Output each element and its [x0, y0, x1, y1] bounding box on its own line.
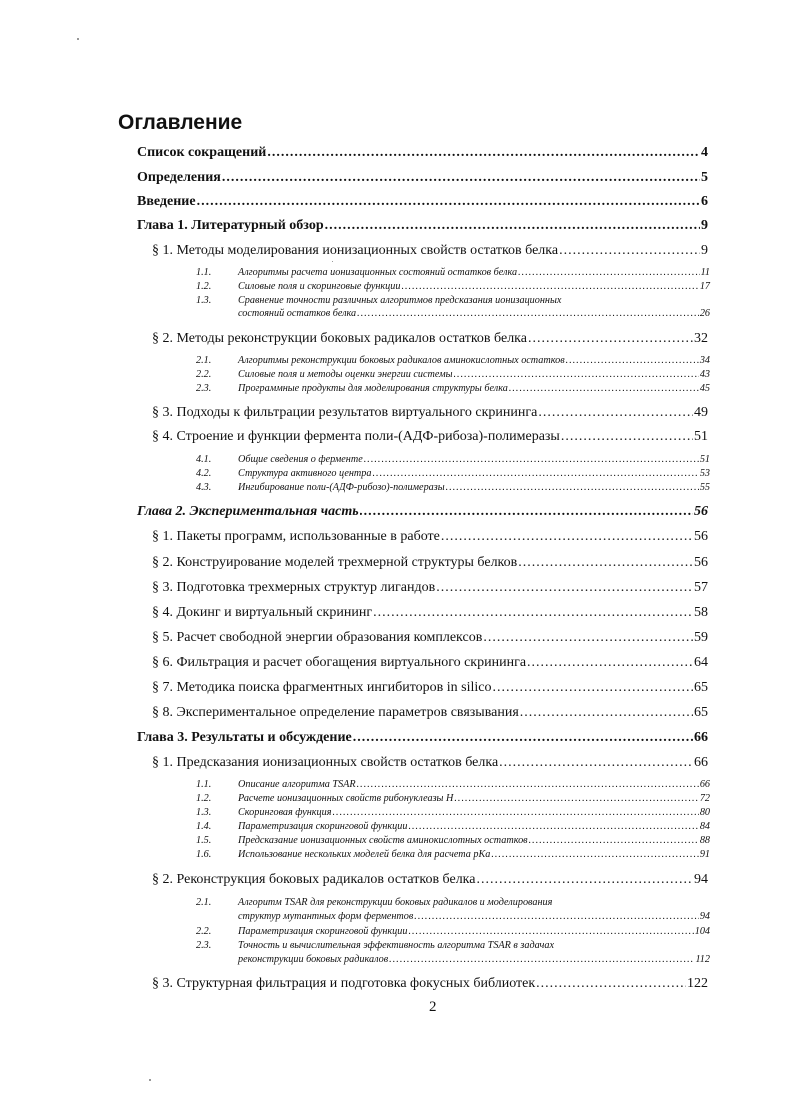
dot-leader: [436, 580, 693, 596]
toc-section-1-4[interactable]: [152, 429, 708, 445]
dot-leader: [529, 835, 699, 846]
toc-entry-label-continuation: состояний остатков белка: [238, 308, 357, 319]
toc-entry-label[interactable]: Точность и вычислительная эффективность алгоритма TSAR в задачах: [238, 940, 555, 951]
toc-entry-page: 65: [694, 680, 708, 695]
toc-entry-page: 56: [694, 555, 708, 570]
toc-subsection[interactable]: [196, 383, 710, 394]
page-title: Оглавление: [118, 111, 243, 134]
toc-subsection-number: 4.1.: [196, 454, 212, 465]
scan-speck: [77, 38, 79, 40]
toc-section-2-1[interactable]: [152, 529, 708, 545]
toc-entry-page: 94: [699, 911, 710, 922]
toc-entry-label: § 2. Конструирование моделей трехмерной структуры белков: [152, 555, 518, 570]
dot-leader: [357, 779, 699, 790]
dot-leader: [559, 243, 700, 259]
toc-subsection[interactable]: [196, 482, 710, 493]
toc-section-2-3[interactable]: [152, 580, 708, 596]
toc-section-2-6[interactable]: [152, 655, 708, 671]
toc-entry-page: 64: [694, 655, 708, 670]
dot-leader: [267, 145, 700, 161]
toc-entry-page: 88: [699, 835, 710, 846]
toc-subsection[interactable]: [196, 454, 710, 465]
toc-entry-page: 80: [699, 807, 710, 818]
toc-subsection[interactable]: [196, 835, 710, 846]
toc-entry-label: Использование нескольких моделей белка для расчета pKa: [238, 849, 491, 860]
toc-entry-label: Силовые поля и методы оценки энергии системы: [238, 369, 453, 380]
toc-subsection-number: 2.1.: [196, 897, 212, 908]
toc-subsection[interactable]: [196, 849, 710, 860]
dot-leader: [353, 730, 693, 746]
toc-section-2-8[interactable]: [152, 705, 708, 721]
dot-leader: [499, 755, 693, 771]
toc-entry-label: § 8. Экспериментальное определение параметров связывания: [152, 705, 519, 720]
toc-entry-label[interactable]: Сравнение точности различных алгоритмов предсказания ионизационных: [238, 295, 562, 306]
toc-entry-page: 112: [695, 954, 710, 965]
toc-subsection[interactable]: [196, 926, 710, 937]
dot-leader: [372, 468, 698, 479]
toc-entry-label: Расчете ионизационных свойств рибонуклеазы Н: [238, 793, 454, 804]
toc-subsection-continuation[interactable]: [238, 308, 710, 319]
dot-leader: [222, 170, 700, 186]
toc-section-2-4[interactable]: [152, 605, 708, 621]
toc-subsection[interactable]: [196, 355, 710, 366]
toc-entry-page: 65: [694, 705, 708, 720]
dot-leader: [197, 194, 700, 210]
dot-leader: [401, 281, 698, 292]
toc-entry-page: 43: [699, 369, 710, 380]
toc-entry-page: 72: [699, 793, 710, 804]
toc-subsection[interactable]: [196, 267, 710, 278]
dot-leader: [373, 605, 693, 621]
toc-entry-page: 66: [699, 779, 710, 790]
dot-leader: [357, 308, 699, 319]
toc-entry-abbreviations[interactable]: [137, 145, 708, 161]
scan-speck: [149, 1079, 151, 1081]
toc-chapter-3[interactable]: [137, 730, 708, 746]
toc-entry-label: Предсказание ионизационных свойств аминокислотных остатков: [238, 835, 528, 846]
toc-entry-label: § 2. Методы реконструкции боковых радикалов остатков белка: [152, 331, 527, 346]
toc-subsection-continuation[interactable]: [238, 911, 710, 922]
dot-leader: [446, 482, 699, 493]
toc-subsection-number: 1.3.: [196, 295, 212, 306]
dot-leader: [520, 705, 693, 721]
dot-leader: [509, 383, 699, 394]
toc-subsection-number: 1.1.: [196, 779, 212, 790]
toc-entry-label: Определения: [137, 170, 221, 185]
dot-leader: [492, 680, 693, 696]
toc-subsection[interactable]: [196, 779, 710, 790]
toc-subsection-number: 2.2.: [196, 369, 212, 380]
dot-leader: [561, 429, 693, 445]
toc-entry-label: § 5. Расчет свободной энергии образования комплексов: [152, 630, 483, 645]
toc-entry-label: Структура активного центра: [238, 468, 372, 479]
toc-entry-label: Общие сведения о ферменте: [238, 454, 363, 465]
toc-entry-label: Глава 3. Результаты и обсуждение: [137, 730, 352, 745]
toc-section-3-2[interactable]: [152, 872, 708, 888]
dot-leader: [454, 793, 698, 804]
toc-entry-page: 11: [700, 267, 710, 278]
toc-entry-page: 51: [699, 454, 710, 465]
toc-entry-page: 66: [694, 730, 708, 745]
toc-entry-label-continuation: реконструкции боковых радикалов: [238, 954, 389, 965]
toc-entry-label: Глава 2. Экспериментальная часть: [137, 504, 359, 519]
toc-subsection-number: 1.5.: [196, 835, 212, 846]
dot-leader: [518, 267, 699, 278]
dot-leader: [364, 454, 699, 465]
toc-entry-page: 55: [699, 482, 710, 493]
toc-section-3-1[interactable]: [152, 755, 708, 771]
toc-entry-label: § 3. Подготовка трехмерных структур лигандов: [152, 580, 436, 595]
dot-leader: [408, 821, 698, 832]
toc-entry-label[interactable]: Алгоритм TSAR для реконструкции боковых радикалов и моделирования: [238, 897, 553, 908]
toc-entry-page: 66: [694, 755, 708, 770]
toc-entry-page: 17: [699, 281, 710, 292]
toc-entry-page: 51: [694, 429, 708, 444]
toc-entry-label: Алгоритмы расчета ионизационных состояний остатков белка: [238, 267, 518, 278]
dot-leader: [441, 529, 693, 545]
toc-entry-page: 45: [699, 383, 710, 394]
toc-entry-label: § 1. Предсказания ионизационных свойств остатков белка: [152, 755, 499, 770]
toc-subsection-continuation[interactable]: [238, 954, 710, 965]
toc-section-2-5[interactable]: [152, 630, 708, 646]
toc-subsection[interactable]: [196, 281, 710, 292]
toc-entry-label: Параметризация скоринговой функции: [238, 821, 408, 832]
toc-subsection[interactable]: [196, 468, 710, 479]
dot-leader: [454, 369, 699, 380]
toc-entry-page: 56: [694, 504, 708, 519]
dot-leader: [414, 911, 699, 922]
toc-entry-page: 34: [699, 355, 710, 366]
toc-subsection-number: 4.3.: [196, 482, 212, 493]
toc-entry-page: 26: [699, 308, 710, 319]
toc-entry-label: Параметризация скоринговой функции: [238, 926, 408, 937]
toc-chapter-1[interactable]: [137, 218, 708, 234]
toc-entry-page: 122: [687, 976, 708, 991]
dot-leader: [360, 504, 693, 520]
toc-entry-page: 91: [699, 849, 710, 860]
toc-subsection[interactable]: [196, 369, 710, 380]
toc-subsection-number: 1.2.: [196, 793, 212, 804]
toc-entry-label: § 6. Фильтрация и расчет обогащения виртуального скрининга: [152, 655, 527, 670]
toc-entry-page: 59: [694, 630, 708, 645]
toc-entry-page: 6: [701, 194, 708, 209]
toc-subsection-number: 2.2.: [196, 926, 212, 937]
toc-subsection-number: 2.1.: [196, 355, 212, 366]
toc-entry-page: 49: [694, 405, 708, 420]
toc-section-1-1[interactable]: [152, 243, 708, 259]
toc-entry-page: 104: [694, 926, 710, 937]
page-number: 2: [429, 999, 437, 1015]
toc-section-1-2[interactable]: [152, 331, 708, 347]
toc-entry-label: § 3. Подходы к фильтрации результатов виртуального скрининга: [152, 405, 538, 420]
toc-entry-page: 58: [694, 605, 708, 620]
toc-entry-page: 9: [701, 218, 708, 233]
toc-subsection-number: 1.2.: [196, 281, 212, 292]
toc-subsection-number: 1.6.: [196, 849, 212, 860]
toc-subsection-number: 2.3.: [196, 940, 212, 951]
toc-entry-label: § 4. Строение и функции фермента поли-(АДФ-рибоза)-полимеразы: [152, 429, 560, 444]
toc-entry-label: § 1. Методы моделирования ионизационных свойств остатков белка: [152, 243, 559, 258]
dot-leader: [538, 405, 693, 421]
toc-entry-label: § 4. Докинг и виртуальный скрининг: [152, 605, 373, 620]
dot-leader: [566, 355, 699, 366]
scan-speck: [332, 261, 333, 262]
dot-leader: [325, 218, 700, 234]
toc-subsection[interactable]: [196, 807, 710, 818]
toc-entry-label: § 7. Методика поиска фрагментных ингибиторов in silico: [152, 680, 492, 695]
toc-entry-page: 32: [694, 331, 708, 346]
toc-entry-label: § 2. Реконструкция боковых радикалов остатков белка: [152, 872, 476, 887]
dot-leader: [483, 630, 693, 646]
toc-entry-page: 94: [694, 872, 708, 887]
toc-subsection-number: 1.3.: [196, 807, 212, 818]
toc-subsection-number: 1.1.: [196, 267, 212, 278]
toc-section-2-2[interactable]: [152, 555, 708, 571]
dot-leader: [491, 849, 698, 860]
dot-leader: [332, 807, 698, 818]
toc-entry-page: 56: [694, 529, 708, 544]
toc-entry-label: Программные продукты для моделирования структуры белка: [238, 383, 508, 394]
toc-entry-label: Описание алгоритма TSAR: [238, 779, 356, 790]
dot-leader: [477, 872, 694, 888]
toc-chapter-2[interactable]: [137, 504, 708, 520]
toc-entry-label: Введение: [137, 194, 196, 209]
toc-section-3-3[interactable]: [152, 976, 708, 992]
toc-entry-page: 53: [699, 468, 710, 479]
toc-entry-label: Силовые поля и скоринговые функции: [238, 281, 401, 292]
toc-section-2-7[interactable]: [152, 680, 708, 696]
toc-section-1-3[interactable]: [152, 405, 708, 421]
toc-entry-label: Ингибирование поли-(АДФ-рибозо)-полимеразы: [238, 482, 445, 493]
toc-entry-definitions[interactable]: [137, 170, 708, 186]
toc-entry-label: Глава 1. Литературный обзор: [137, 218, 324, 233]
toc-entry-introduction[interactable]: [137, 194, 708, 210]
toc-entry-page: 4: [701, 145, 708, 160]
toc-subsection-number: 2.3.: [196, 383, 212, 394]
dot-leader: [527, 655, 693, 671]
dot-leader: [536, 976, 686, 992]
toc-entry-label: § 3. Структурная фильтрация и подготовка фокусных библиотек: [152, 976, 536, 991]
toc-entry-page: 9: [701, 243, 708, 258]
toc-entry-label: Список сокращений: [137, 145, 267, 160]
toc-subsection[interactable]: [196, 793, 710, 804]
toc-subsection-number: 4.2.: [196, 468, 212, 479]
toc-entry-page: 57: [694, 580, 708, 595]
toc-entry-label: § 1. Пакеты программ, использованные в работе: [152, 529, 440, 544]
toc-entry-label: Скоринговая функция: [238, 807, 332, 818]
dot-leader: [528, 331, 693, 347]
dot-leader: [389, 954, 694, 965]
toc-entry-label: Алгоритмы реконструкции боковых радикалов аминокислотных остатков: [238, 355, 565, 366]
toc-entry-label-continuation: структур мутантных форм ферментов: [238, 911, 414, 922]
toc-subsection[interactable]: [196, 821, 710, 832]
toc-entry-page: 84: [699, 821, 710, 832]
toc-entry-page: 5: [701, 170, 708, 185]
dot-leader: [518, 555, 693, 571]
dot-leader: [408, 926, 693, 937]
toc-subsection-number: 1.4.: [196, 821, 212, 832]
